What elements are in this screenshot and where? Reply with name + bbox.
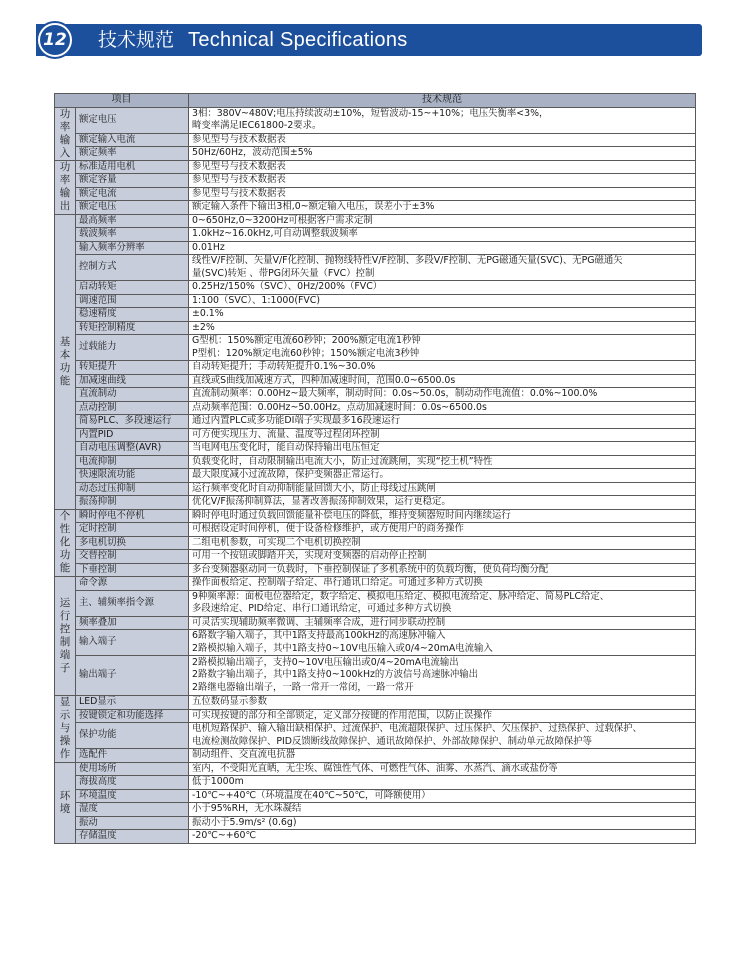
- spec-line: 瞬时停电时通过负载回馈能量补偿电压的降低，维持变频器短时间内继续运行: [192, 509, 511, 521]
- table-row: [55, 749, 696, 763]
- spec-line: 最大限度减小过流故障，保护变频器正常运行。: [192, 469, 389, 480]
- spec-line: 1.0kHz~16.0kHz,可自动调整载波频率: [192, 228, 358, 239]
- spec-cell: [189, 428, 696, 442]
- spec-line: 可根据设定时间停机，便于设备检修维护，或方便用户的商务操作: [192, 523, 464, 534]
- table-row: [55, 201, 696, 215]
- table-row: [55, 281, 696, 295]
- spec-cell: [189, 762, 696, 776]
- category-cell: [55, 696, 76, 763]
- spec-line: 可方便实现压力、流量、温度等过程闭环控制: [192, 428, 380, 440]
- spec-cell: [189, 133, 696, 147]
- spec-line: 直流制动频率：0.00Hz~最大频率，制动时间：0.0s~50.0s，制动动作电流值：0.0%~100.0%: [192, 388, 598, 399]
- category-label: 显示与操作: [59, 696, 71, 761]
- spec-line: 电流检测故障保护、PID反馈断线故障保护、通讯故障保护、外部故障保护、制动单元故障保护等: [192, 735, 593, 747]
- spec-cell: [189, 563, 696, 577]
- spec-line: 6路数字输入端子，其中1路支持最高100kHz的高速脉冲输入: [192, 630, 446, 641]
- spec-cell: [189, 308, 696, 322]
- item-cell: 标准适用电机: [76, 160, 189, 174]
- spec-line: 当电网电压变化时，能自动保持输出电压恒定: [192, 442, 380, 453]
- table-row: [55, 133, 696, 147]
- item-cell: 加减速曲线: [76, 374, 189, 388]
- table-row: [55, 709, 696, 723]
- item-cell: 快速限流功能: [76, 469, 189, 483]
- spec-cell: [189, 630, 696, 656]
- section-title: [98, 24, 408, 56]
- spec-line: 线性V/F控制、矢量V/F化控制、抛物线特性V/F控制、多段V/F控制、无PG磁通矢量(SVC)、无PG磁通矢: [192, 255, 623, 266]
- spec-line: ±0.1%: [192, 308, 224, 319]
- spec-line: 五位数码显示参数: [192, 696, 268, 707]
- table-row: [55, 496, 696, 510]
- item-cell: 电流抑制: [76, 455, 189, 469]
- table-row: [55, 563, 696, 577]
- spec-cell: [189, 160, 696, 174]
- section-number: 12: [40, 25, 70, 55]
- spec-cell: [189, 321, 696, 335]
- spec-line: 9种频率源：面板电位器给定，数字给定、模拟电压给定、模拟电流给定、脉冲给定、简易PLC给定、: [192, 590, 610, 602]
- spec-line: 参见型号与技术数据表: [192, 133, 286, 145]
- spec-cell: [189, 709, 696, 723]
- item-cell: 定时控制: [76, 523, 189, 537]
- item-cell: 过载能力: [76, 335, 189, 361]
- item-cell: 多电机切换: [76, 536, 189, 550]
- table-row: [55, 241, 696, 255]
- item-cell: 稳速精度: [76, 308, 189, 322]
- spec-cell: [189, 803, 696, 817]
- spec-line: 小于95%RH，无水珠凝结: [192, 803, 302, 814]
- table-row: [55, 160, 696, 174]
- spec-line: 参见型号与技术数据表: [192, 160, 286, 172]
- item-cell: 点动控制: [76, 401, 189, 415]
- spec-line: 0~650Hz,0~3200Hz可根据客户需求定制: [192, 214, 373, 226]
- table-row: [55, 762, 696, 776]
- table-row: [55, 321, 696, 335]
- spec-cell: [189, 830, 696, 844]
- item-cell: 直流制动: [76, 388, 189, 402]
- category-cell: [55, 577, 76, 696]
- spec-line: 多台变频器驱动同一负载时，下垂控制保证了多机系统中的负载均衡，使负荷均衡分配: [192, 563, 549, 575]
- item-cell: 内置PID: [76, 428, 189, 442]
- spec-cell: [189, 294, 696, 308]
- spec-line: 运行频率变化时自动抑制能量回馈大小，防止母线过压跳闸: [192, 482, 436, 494]
- table-row: [55, 723, 696, 749]
- spec-line: 可用一个按钮或脚踏开关，实现对变频器的启动停止控制: [192, 550, 427, 561]
- item-cell: 输入频率分辨率: [76, 241, 189, 255]
- spec-cell: [189, 749, 696, 763]
- item-cell: 自动电压调整(AVR): [76, 442, 189, 456]
- spec-line: 额定输入条件下输出3相,0~额定输入电压，误差小于±3%: [192, 201, 435, 212]
- category-cell: [55, 107, 76, 160]
- table-row: [55, 335, 696, 361]
- section-number-badge: [36, 21, 74, 59]
- spec-cell: [189, 187, 696, 201]
- spec-line: 电机短路保护、输入输出缺相保护、过流保护、电流超限保护、过压保护、欠压保护、过热保护、过载保护、: [192, 723, 643, 734]
- spec-cell: [189, 374, 696, 388]
- table-row: [55, 523, 696, 537]
- item-cell: 动态过压抑制: [76, 482, 189, 496]
- item-cell: 启动转矩: [76, 281, 189, 295]
- category-label: 运行控制端子: [59, 597, 71, 674]
- category-label: 功率输出: [59, 161, 71, 212]
- spec-cell: [189, 107, 696, 133]
- item-cell: 额定电压: [76, 107, 189, 133]
- spec-table: [54, 93, 696, 844]
- table-row: [55, 536, 696, 550]
- spec-line: 50Hz/60Hz，波动范围±5%: [192, 147, 313, 158]
- table-row: [55, 789, 696, 803]
- spec-line: P型机：120%额定电流60秒钟；150%额定电流3秒钟: [192, 347, 420, 359]
- item-cell: 环境温度: [76, 789, 189, 803]
- spec-line: ±2%: [192, 321, 215, 333]
- item-cell: 转矩提升: [76, 361, 189, 375]
- spec-line: 多段速给定、PID给定、串行口通讯给定，可通过多种方式切换: [192, 603, 452, 614]
- item-cell: 额定容量: [76, 174, 189, 188]
- item-cell: 湿度: [76, 803, 189, 817]
- table-row: [55, 428, 696, 442]
- spec-line: 畸变率满足IEC61800-2要求。: [192, 120, 322, 131]
- item-cell: 简易PLC、多段速运行: [76, 415, 189, 429]
- spec-cell: [189, 214, 696, 228]
- spec-line: 点动频率范围：0.00Hz~50.00Hz。点动加减速时间：0.0s~6500.0s: [192, 401, 487, 413]
- spec-line: 直线或S曲线加减速方式，四种加减速时间，范围0.0~6500.0s: [192, 374, 456, 386]
- table-row: [55, 630, 696, 656]
- spec-cell: [189, 401, 696, 415]
- column-header-spec: 技术规范: [189, 94, 696, 108]
- spec-cell: [189, 577, 696, 591]
- spec-line: 参见型号与技术数据表: [192, 187, 286, 199]
- spec-cell: [189, 776, 696, 790]
- table-row: [55, 830, 696, 844]
- spec-line: -10℃~+40℃（环境温度在40℃~50℃，可降额使用）: [192, 789, 431, 801]
- item-cell: 调速范围: [76, 294, 189, 308]
- spec-cell: [189, 723, 696, 749]
- spec-cell: [189, 816, 696, 830]
- spec-line: 2路模拟输入端子，其中1路支持0~10V电压输入或0/4~20mA电流输入: [192, 642, 493, 654]
- spec-line: 二组电机参数，可实现二个电机切换控制: [192, 536, 361, 548]
- table-row: [55, 776, 696, 790]
- spec-line: 0.01Hz: [192, 241, 225, 253]
- category-label: 环境: [59, 789, 71, 815]
- category-cell: [55, 160, 76, 214]
- item-cell: 振动: [76, 816, 189, 830]
- item-cell: 额定输入电流: [76, 133, 189, 147]
- spec-cell: [189, 228, 696, 242]
- spec-cell: [189, 255, 696, 281]
- spec-table-body: [55, 107, 696, 843]
- item-cell: 额定电流: [76, 187, 189, 201]
- table-row: [55, 308, 696, 322]
- category-label: 个性化功能: [59, 510, 71, 575]
- spec-line: 低于1000m: [192, 776, 244, 787]
- table-row: [55, 401, 696, 415]
- spec-cell: [189, 361, 696, 375]
- spec-cell: [189, 201, 696, 215]
- table-row: [55, 255, 696, 281]
- table-row: [55, 174, 696, 188]
- spec-line: 自动转矩提升；手动转矩提升0.1%~30.0%: [192, 361, 376, 372]
- table-row: [55, 656, 696, 696]
- table-row: [55, 228, 696, 242]
- spec-line: 0.25Hz/150%（SVC）、0Hz/200%（FVC）: [192, 281, 383, 292]
- spec-cell: [189, 536, 696, 550]
- item-cell: 下垂控制: [76, 563, 189, 577]
- item-cell: 使用场所: [76, 762, 189, 776]
- table-row: [55, 455, 696, 469]
- category-label: 基本功能: [59, 335, 71, 387]
- column-header-item: 项目: [55, 94, 189, 108]
- table-row: [55, 616, 696, 630]
- spec-line: 1:100（SVC）、1:1000(FVC): [192, 294, 321, 306]
- table-row: [55, 442, 696, 456]
- item-cell: 输入端子: [76, 630, 189, 656]
- spec-line: 制动组件、交直流电抗器: [192, 749, 296, 760]
- spec-cell: [189, 241, 696, 255]
- spec-cell: [189, 696, 696, 710]
- item-cell: 瞬时停电不停机: [76, 509, 189, 523]
- spec-line: G型机：150%额定电流60秒钟；200%额定电流1秒钟: [192, 335, 421, 346]
- item-cell: 选配件: [76, 749, 189, 763]
- table-row: [55, 696, 696, 710]
- table-row: [55, 550, 696, 564]
- table-row: [55, 577, 696, 591]
- spec-cell: [189, 442, 696, 456]
- spec-cell: [189, 174, 696, 188]
- item-cell: 按键锁定和功能选择: [76, 709, 189, 723]
- spec-line: 参见型号与技术数据表: [192, 174, 286, 185]
- item-cell: 主、辅频率指令源: [76, 590, 189, 616]
- spec-line: 振动小于5.9m/s² (0.6g): [192, 816, 297, 828]
- item-cell: 交替控制: [76, 550, 189, 564]
- item-cell: 最高频率: [76, 214, 189, 228]
- item-cell: 控制方式: [76, 255, 189, 281]
- item-cell: 额定频率: [76, 147, 189, 161]
- table-row: [55, 803, 696, 817]
- category-cell: [55, 762, 76, 843]
- spec-line: -20℃~+60℃: [192, 830, 257, 841]
- table-row: [55, 214, 696, 228]
- spec-cell: [189, 590, 696, 616]
- spec-cell: [189, 496, 696, 510]
- item-cell: 额定电压: [76, 201, 189, 215]
- spec-line: 2路数字输出端子，其中1路支持0~100kHz的方波信号高速脉冲输出: [192, 669, 479, 681]
- item-cell: 载波频率: [76, 228, 189, 242]
- table-row: [55, 147, 696, 161]
- spec-cell: [189, 550, 696, 564]
- spec-line: 2路继电器输出端子，一路一常开一常闭，一路一常开: [192, 681, 414, 693]
- spec-cell: [189, 656, 696, 696]
- spec-cell: [189, 789, 696, 803]
- spec-line: 室内，不受阳光直晒，无尘埃、腐蚀性气体、可燃性气体、油雾、水蒸汽、滴水或盐份等: [192, 762, 558, 774]
- spec-cell: [189, 523, 696, 537]
- spec-line: 负载变化时，自动限制输出电流大小，防止过流跳闸，实现“挖土机”特性: [192, 455, 493, 467]
- item-cell: 命令源: [76, 577, 189, 591]
- category-label: 功率输入: [59, 107, 71, 159]
- item-cell: 振荡抑制: [76, 496, 189, 510]
- spec-line: 优化V/F振荡抑制算法，显著改善振荡抑制效果，运行更稳定。: [192, 496, 451, 507]
- item-cell: 存储温度: [76, 830, 189, 844]
- table-row: [55, 187, 696, 201]
- table-row: [55, 590, 696, 616]
- table-row: [55, 361, 696, 375]
- spec-cell: [189, 616, 696, 630]
- spec-line: 可实现按键的部分和全部锁定，定义部分按键的作用范围，以防止误操作: [192, 709, 493, 721]
- spec-line: 可灵活实现辅助频率微调、主辅频率合成，进行同步联动控制: [192, 616, 446, 628]
- table-row: [55, 482, 696, 496]
- spec-cell: [189, 482, 696, 496]
- spec-cell: [189, 455, 696, 469]
- item-cell: 海拔高度: [76, 776, 189, 790]
- table-row: [55, 415, 696, 429]
- spec-line: 操作面板给定、控制端子给定、串行通讯口给定。可通过多种方式切换: [192, 577, 483, 588]
- spec-line: 3相：380V~480V;电压持续波动±10%，短暂波动-15~+10%；电压失衡率<3%，: [192, 107, 549, 119]
- table-row: [55, 107, 696, 133]
- item-cell: LED显示: [76, 696, 189, 710]
- spec-cell: [189, 415, 696, 429]
- spec-cell: [189, 335, 696, 361]
- item-cell: 输出端子: [76, 656, 189, 696]
- title-chinese: 技术规范: [98, 29, 175, 51]
- table-row: [55, 374, 696, 388]
- table-row: [55, 469, 696, 483]
- table-header-row: [55, 94, 696, 108]
- table-row: [55, 388, 696, 402]
- spec-cell: [189, 469, 696, 483]
- spec-cell: [189, 388, 696, 402]
- spec-line: 通过内置PLC或多功能DI端子实现最多16段速运行: [192, 415, 401, 426]
- spec-cell: [189, 147, 696, 161]
- spec-cell: [189, 509, 696, 523]
- spec-line: 量(SVC)转矩 、带PG闭环矢量（FVC）控制: [192, 267, 375, 279]
- item-cell: 频率叠加: [76, 616, 189, 630]
- spec-cell: [189, 281, 696, 295]
- item-cell: 转矩控制精度: [76, 321, 189, 335]
- table-row: [55, 294, 696, 308]
- spec-line: 2路模拟输出端子，支持0~10V电压输出或0/4~20mA电流输出: [192, 656, 459, 668]
- item-cell: 保护功能: [76, 723, 189, 749]
- category-cell: [55, 509, 76, 577]
- table-row: [55, 509, 696, 523]
- category-cell: [55, 214, 76, 509]
- table-row: [55, 816, 696, 830]
- title-english: Technical Specifications: [188, 29, 408, 51]
